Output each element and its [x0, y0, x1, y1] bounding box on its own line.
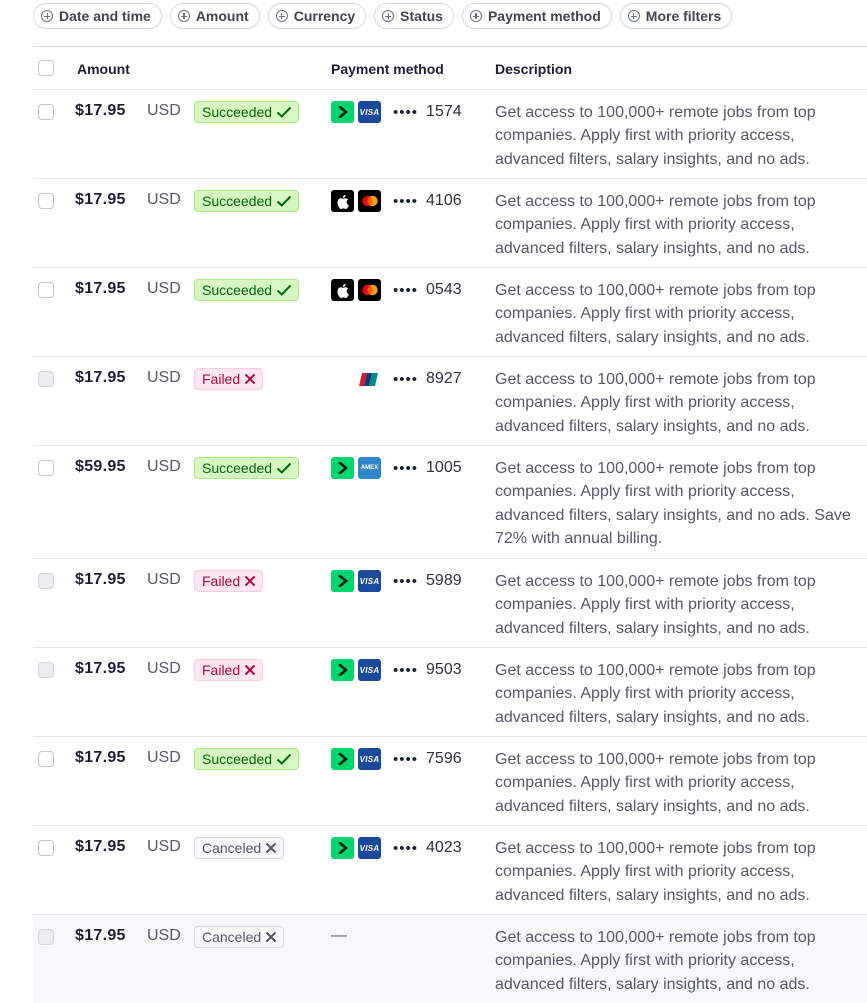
payment-description: Get access to 100,000+ remote jobs from top companies. Apply first with priority access, advanced filters, salary insights, and no ads.	[495, 193, 816, 257]
table-row[interactable]	[33, 179, 867, 268]
visa-icon: VISA	[358, 659, 381, 681]
payment-description: Get access to 100,000+ remote jobs from top companies. Apply first with priority access, advanced filters, salary insights, and no ads.	[495, 371, 816, 435]
payment-description: Get access to 100,000+ remote jobs from top companies. Apply first with priority access, advanced filters, salary insights, and no ads.	[495, 282, 816, 346]
visa-icon: VISA	[358, 837, 381, 859]
payment-amount: $17.95	[75, 838, 126, 855]
row-checkbox[interactable]	[38, 193, 54, 209]
payment-currency: USD	[147, 749, 181, 766]
payment-amount: $59.95	[75, 458, 126, 475]
mastercard-icon	[358, 190, 381, 212]
status-badge: Failed	[194, 368, 263, 390]
payment-method	[331, 190, 462, 212]
payment-description: Get access to 100,000+ remote jobs from top companies. Apply first with priority access, advanced filters, salary insights, and no ads.	[495, 662, 816, 726]
payment-description: Get access to 100,000+ remote jobs from top companies. Apply first with priority access, advanced filters, salary insights, and no ads.	[495, 104, 816, 168]
payment-description: Get access to 100,000+ remote jobs from top companies. Apply first with priority access, advanced filters, salary insights, and no ads.	[495, 840, 816, 904]
card-last4: 0543	[426, 281, 462, 298]
filter-amount[interactable]: Amount	[170, 3, 260, 29]
row-checkbox[interactable]	[38, 573, 54, 589]
link-wallet-icon	[331, 101, 354, 123]
table-row[interactable]	[33, 826, 867, 915]
table-row[interactable]	[33, 737, 867, 826]
link-wallet-icon	[331, 748, 354, 770]
payments-table	[33, 46, 867, 1003]
row-checkbox[interactable]	[38, 929, 54, 945]
card-last4: 1574	[426, 103, 462, 120]
payment-currency: USD	[147, 458, 181, 475]
plus-circle-icon	[628, 10, 640, 22]
payment-currency: USD	[147, 102, 181, 119]
payment-method	[331, 748, 462, 770]
link-wallet-icon	[331, 457, 354, 479]
card-last4: 9503	[426, 661, 462, 678]
table-row[interactable]	[33, 559, 867, 648]
table-row[interactable]	[33, 915, 867, 1003]
filter-date-and-time[interactable]: Date and time	[33, 3, 162, 29]
payment-currency: USD	[147, 571, 181, 588]
visa-icon: VISA	[358, 748, 381, 770]
apple-pay-icon	[331, 190, 354, 212]
table-row[interactable]	[33, 268, 867, 357]
filter-more-filters[interactable]: More filters	[620, 3, 732, 29]
status-badge: Failed	[194, 659, 263, 681]
filter-payment-method[interactable]: Payment method	[462, 3, 612, 29]
close-icon	[244, 373, 256, 385]
link-wallet-icon	[331, 570, 354, 592]
card-last4: 4106	[426, 192, 462, 209]
table-header	[33, 47, 867, 90]
close-icon	[244, 575, 256, 587]
masked-card-dots: ••••	[393, 750, 419, 768]
payment-amount: $17.95	[75, 369, 126, 386]
check-icon	[276, 284, 292, 296]
payment-method	[331, 368, 462, 390]
payment-currency: USD	[147, 927, 181, 944]
unionpay-icon	[358, 368, 381, 390]
column-header-amount[interactable]: Amount	[77, 61, 130, 77]
check-icon	[276, 106, 292, 118]
row-checkbox[interactable]	[38, 371, 54, 387]
payment-method	[331, 570, 462, 592]
payment-amount: $17.95	[75, 571, 126, 588]
apple-pay-icon	[331, 279, 354, 301]
plus-circle-icon	[178, 10, 190, 22]
payment-currency: USD	[147, 191, 181, 208]
plus-circle-icon	[382, 10, 394, 22]
card-last4: 1005	[426, 459, 462, 476]
plus-circle-icon	[470, 10, 482, 22]
masked-card-dots: ••••	[393, 661, 419, 679]
status-badge: Succeeded	[194, 190, 299, 212]
status-badge: Failed	[194, 570, 263, 592]
filter-status[interactable]: Status	[374, 3, 454, 29]
row-checkbox[interactable]	[38, 751, 54, 767]
mastercard-icon	[358, 279, 381, 301]
column-header-description: Description	[495, 61, 573, 77]
plus-circle-icon	[276, 10, 288, 22]
row-checkbox[interactable]	[38, 104, 54, 120]
payment-description: Get access to 100,000+ remote jobs from top companies. Apply first with priority access, advanced filters, salary insights, and no ads. Save 72% with annual billing.	[495, 460, 851, 547]
payment-currency: USD	[147, 280, 181, 297]
payment-amount: $17.95	[75, 927, 126, 944]
masked-card-dots: ••••	[393, 459, 419, 477]
link-wallet-icon	[331, 659, 354, 681]
status-badge: Succeeded	[194, 748, 299, 770]
link-wallet-icon	[331, 837, 354, 859]
payment-currency: USD	[147, 660, 181, 677]
visa-icon: VISA	[358, 570, 381, 592]
no-payment-method: —	[331, 927, 347, 944]
payment-amount: $17.95	[75, 749, 126, 766]
payment-description: Get access to 100,000+ remote jobs from top companies. Apply first with priority access, advanced filters, salary insights, and no ads.	[495, 573, 816, 637]
payment-amount: $17.95	[75, 102, 126, 119]
filter-currency[interactable]: Currency	[268, 3, 366, 29]
close-icon	[265, 931, 277, 943]
row-checkbox[interactable]	[38, 840, 54, 856]
table-row[interactable]	[33, 648, 867, 737]
payment-method	[331, 279, 462, 301]
column-header-payment-method: Payment method	[331, 61, 444, 77]
card-last4: 4023	[426, 839, 462, 856]
masked-card-dots: ••••	[393, 192, 419, 210]
card-last4: 7596	[426, 750, 462, 767]
select-all-checkbox[interactable]	[38, 60, 54, 76]
table-row[interactable]	[33, 90, 867, 179]
status-badge: Succeeded	[194, 457, 299, 479]
payment-description: Get access to 100,000+ remote jobs from top companies. Apply first with priority access, advanced filters, salary insights, and no ads.	[495, 751, 816, 815]
table-row[interactable]	[33, 446, 867, 559]
table-row[interactable]	[33, 357, 867, 446]
status-badge: Succeeded	[194, 101, 299, 123]
close-icon	[265, 842, 277, 854]
masked-card-dots: ••••	[393, 281, 419, 299]
status-badge: Canceled	[194, 926, 284, 948]
payment-description: Get access to 100,000+ remote jobs from top companies. Apply first with priority access, advanced filters, salary insights, and no ads.	[495, 929, 816, 993]
card-last4: 8927	[426, 370, 462, 387]
status-badge: Canceled	[194, 837, 284, 859]
check-icon	[276, 462, 292, 474]
plus-circle-icon	[41, 10, 53, 22]
payment-amount: $17.95	[75, 660, 126, 677]
payment-method	[331, 837, 462, 859]
payment-currency: USD	[147, 369, 181, 386]
payment-amount: $17.95	[75, 191, 126, 208]
filter-bar	[33, 3, 732, 30]
table-body	[33, 90, 867, 1003]
row-checkbox[interactable]	[38, 662, 54, 678]
row-checkbox[interactable]	[38, 282, 54, 298]
masked-card-dots: ••••	[393, 103, 419, 121]
payment-currency: USD	[147, 838, 181, 855]
row-checkbox[interactable]	[38, 460, 54, 476]
masked-card-dots: ••••	[393, 370, 419, 388]
masked-card-dots: ••••	[393, 572, 419, 590]
amex-icon: AMEX	[358, 457, 381, 479]
payment-amount: $17.95	[75, 280, 126, 297]
check-icon	[276, 753, 292, 765]
card-last4: 5989	[426, 572, 462, 589]
status-badge: Succeeded	[194, 279, 299, 301]
masked-card-dots: ••••	[393, 839, 419, 857]
payment-method	[331, 101, 462, 123]
check-icon	[276, 195, 292, 207]
visa-icon: VISA	[358, 101, 381, 123]
payment-method	[331, 659, 462, 681]
payment-method	[331, 457, 462, 479]
close-icon	[244, 664, 256, 676]
